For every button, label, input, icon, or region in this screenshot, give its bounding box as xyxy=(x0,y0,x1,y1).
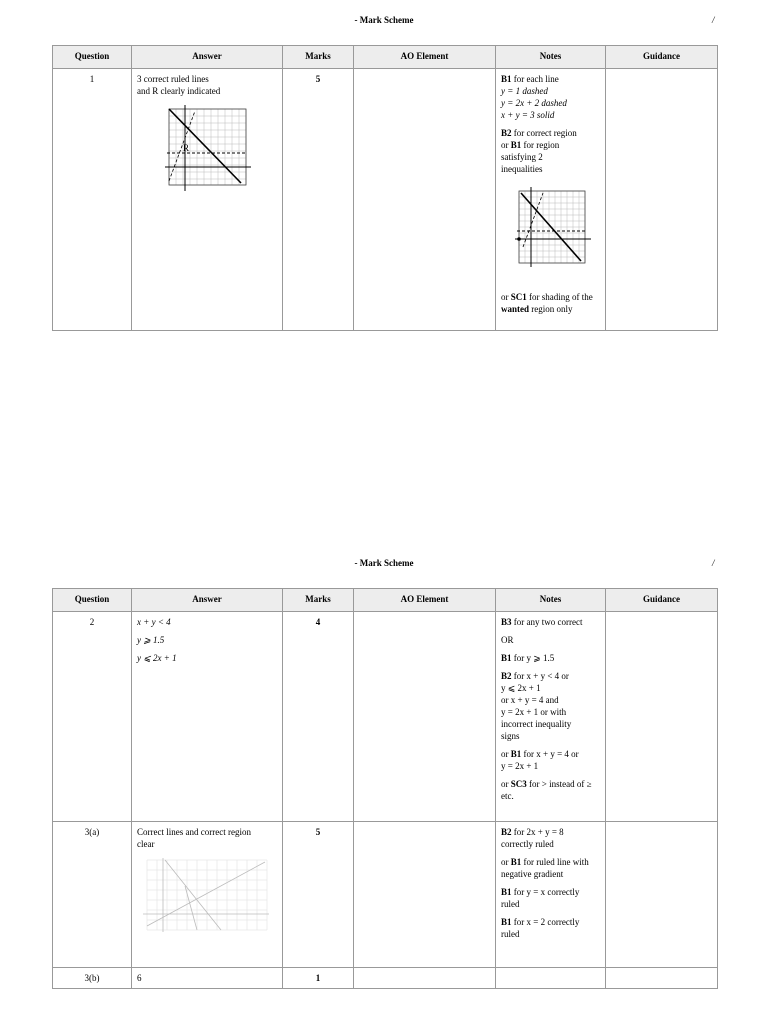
ao-element-cell xyxy=(354,69,496,331)
question-number: 2 xyxy=(53,612,132,822)
note-line: incorrect inequality xyxy=(501,719,572,729)
note-line: y = 2x + 1 xyxy=(501,761,539,771)
header-row xyxy=(53,46,718,69)
answer-line: Correct lines and correct region xyxy=(137,827,251,837)
note-line: y = 2x + 2 dashed xyxy=(501,98,567,108)
notes-cell xyxy=(496,612,606,822)
notes-cell xyxy=(496,968,606,989)
ao-element-cell xyxy=(354,968,496,989)
answer-line: and R clearly indicated xyxy=(137,86,221,96)
note-text: or xyxy=(501,292,511,302)
answer-graph xyxy=(141,856,271,934)
table-row xyxy=(53,968,718,989)
note-text: for ruled line with xyxy=(521,857,589,867)
answer-line: clear xyxy=(137,839,155,849)
notes-cell xyxy=(496,822,606,968)
ao-element-cell xyxy=(354,612,496,822)
note-text: for x = 2 correctly xyxy=(511,917,580,927)
note-strong: B2 xyxy=(501,671,512,681)
note-block xyxy=(501,291,600,315)
note-text: for x + y < 4 or xyxy=(511,671,569,681)
header-guidance: Guidance xyxy=(606,46,718,69)
marks-cell: 5 xyxy=(283,822,354,968)
answer-cell: 6 xyxy=(132,968,283,989)
guidance-cell xyxy=(606,612,718,822)
note-text: for y = x correctly xyxy=(511,887,580,897)
note-strong: B1 xyxy=(501,887,512,897)
answer-cell xyxy=(132,822,283,968)
header-question: Question xyxy=(53,589,132,612)
notes-cell xyxy=(496,69,606,331)
marks-cell: 4 xyxy=(283,612,354,822)
answer-line: y ⩽ 2x + 1 xyxy=(137,653,177,663)
note-line: negative gradient xyxy=(501,869,564,879)
guidance-cell xyxy=(606,822,718,968)
table-row xyxy=(53,822,718,968)
note-line: y = 1 dashed xyxy=(501,86,548,96)
note-line: y = 2x + 1 or with xyxy=(501,707,567,717)
note-text: for shading of the xyxy=(526,292,593,302)
note-strong: B1 xyxy=(510,749,522,759)
guidance-cell xyxy=(606,968,718,989)
header-marks: Marks xyxy=(283,46,354,69)
note-block xyxy=(501,826,600,850)
page-marker: / xyxy=(712,15,715,25)
note-strong: wanted xyxy=(501,304,530,314)
note-text: for > instead of ≥ xyxy=(526,779,592,789)
note-text: for each line xyxy=(511,74,559,84)
note-block xyxy=(501,916,600,940)
header-notes: Notes xyxy=(496,46,606,69)
note-block: OR xyxy=(501,635,514,645)
note-block xyxy=(501,856,600,880)
note-text: or xyxy=(501,140,511,150)
answer-graph xyxy=(165,105,255,191)
marks-cell: 1 xyxy=(283,968,354,989)
note-text: for correct region xyxy=(511,128,577,138)
note-line: or x + y = 4 and xyxy=(501,695,559,705)
note-block xyxy=(501,652,600,664)
answer-line: y ⩾ 1.5 xyxy=(137,635,165,645)
page-title: - Mark Scheme xyxy=(354,15,414,25)
answer-line: 3 correct ruled lines xyxy=(137,74,209,84)
note-text: or xyxy=(501,779,511,789)
note-strong: B1 xyxy=(501,917,512,927)
header-ao-element: AO Element xyxy=(354,46,496,69)
table-row xyxy=(53,69,718,331)
note-block xyxy=(501,616,600,628)
note-line: ruled xyxy=(501,899,520,909)
note-block xyxy=(501,127,600,175)
note-strong: B2 xyxy=(501,827,512,837)
table-row xyxy=(53,612,718,822)
note-line: x + y = 3 solid xyxy=(501,110,555,120)
note-text: region only xyxy=(529,304,573,314)
note-strong: B1 xyxy=(501,653,512,663)
note-text: or xyxy=(501,749,511,759)
answer-cell xyxy=(132,69,283,331)
note-strong: SC1 xyxy=(510,292,527,302)
note-strong: B3 xyxy=(501,617,512,627)
note-text: or xyxy=(501,857,511,867)
note-line: y ⩽ 2x + 1 xyxy=(501,683,541,693)
header-answer: Answer xyxy=(132,589,283,612)
note-line: ruled xyxy=(501,929,520,939)
question-number: 3(a) xyxy=(53,822,132,968)
header-guidance: Guidance xyxy=(606,589,718,612)
ao-element-cell xyxy=(354,822,496,968)
answer-cell xyxy=(132,612,283,822)
note-block xyxy=(501,73,600,121)
header-row xyxy=(53,589,718,612)
header-notes: Notes xyxy=(496,589,606,612)
question-number: 1 xyxy=(53,69,132,331)
note-line: signs xyxy=(501,731,520,741)
note-line: correctly ruled xyxy=(501,839,554,849)
guidance-cell xyxy=(606,69,718,331)
header-marks: Marks xyxy=(283,589,354,612)
note-text: for 2x + y = 8 xyxy=(511,827,564,837)
note-strong: B1 xyxy=(510,140,522,150)
note-line: inequalities xyxy=(501,164,543,174)
mark-scheme-table-1 xyxy=(52,45,718,331)
page-title: - Mark Scheme xyxy=(354,558,414,568)
region-label: R xyxy=(183,143,190,153)
header-ao-element: AO Element xyxy=(354,589,496,612)
note-text: for region xyxy=(521,140,560,150)
header-question: Question xyxy=(53,46,132,69)
notes-graph xyxy=(515,187,593,267)
note-text: for y ⩾ 1.5 xyxy=(511,653,555,663)
note-strong: B1 xyxy=(501,74,512,84)
page-marker: / xyxy=(712,558,715,568)
mark-scheme-table-2 xyxy=(52,588,718,989)
note-text: for any two correct xyxy=(511,617,583,627)
answer-line: x + y < 4 xyxy=(137,617,171,627)
marks-cell: 5 xyxy=(283,69,354,331)
note-line: satisfying 2 xyxy=(501,152,543,162)
note-strong: B1 xyxy=(510,857,522,867)
note-block xyxy=(501,778,600,802)
note-line: etc. xyxy=(501,791,514,801)
header-answer: Answer xyxy=(132,46,283,69)
note-strong: B2 xyxy=(501,128,512,138)
note-text: for x + y = 4 or xyxy=(521,749,579,759)
note-block xyxy=(501,748,600,772)
note-block xyxy=(501,670,600,742)
note-strong: SC3 xyxy=(510,779,527,789)
question-number: 3(b) xyxy=(53,968,132,989)
note-block xyxy=(501,886,600,910)
